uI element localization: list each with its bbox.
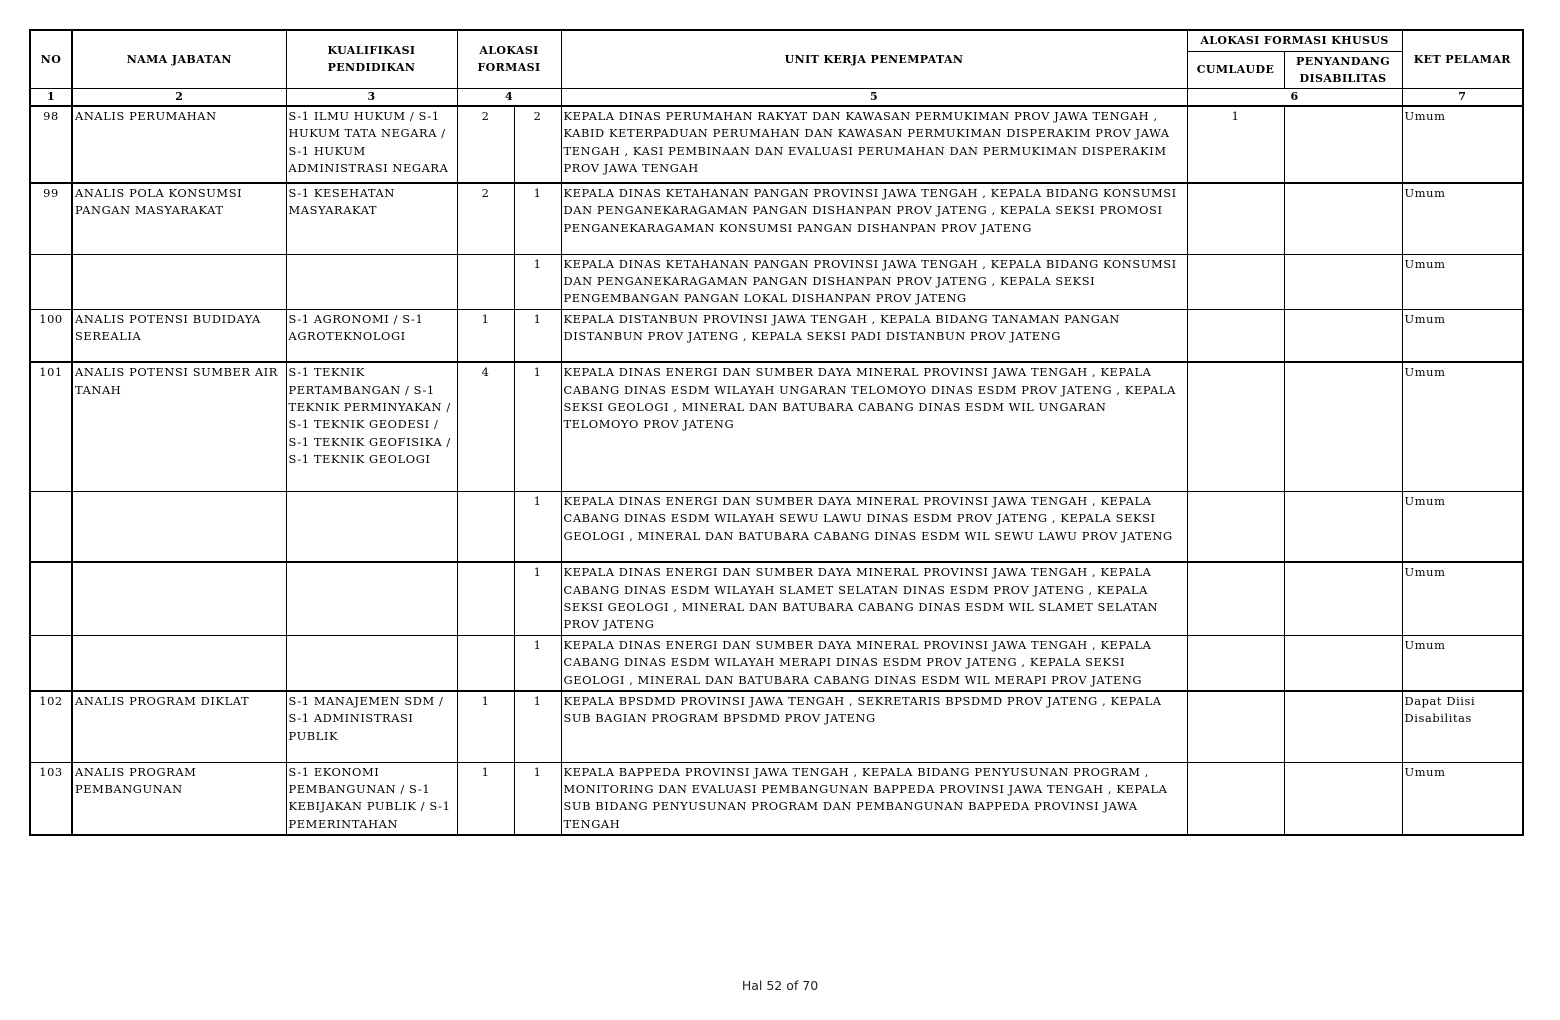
row-cumlaude — [1187, 635, 1284, 691]
row-kualifikasi — [286, 635, 457, 691]
table-row — [30, 309, 1523, 362]
table-row — [30, 762, 1523, 835]
row-disabilitas — [1284, 254, 1402, 309]
header-unit-kerja: UNIT KERJA PENEMPATAN — [561, 30, 1187, 88]
row-kualifikasi: S-1 ILMU HUKUM / S-1 HUKUM TATA NEGARA / S-1 HUKUM ADMINISTRASI NEGARA — [286, 106, 457, 183]
colnum-3: 3 — [286, 88, 457, 106]
row-ket: Umum — [1402, 635, 1523, 691]
colnum-6: 6 — [1187, 88, 1402, 106]
row-total-formasi — [457, 562, 514, 635]
row-alokasi: 1 — [514, 491, 561, 562]
row-kualifikasi: S-1 EKONOMI PEMBANGUNAN / S-1 KEBIJAKAN PUBLIK / S-1 PEMERINTAHAN — [286, 762, 457, 835]
row-disabilitas — [1284, 106, 1402, 183]
header-nama-jabatan: NAMA JABATAN — [72, 30, 286, 88]
row-no: 101 — [30, 362, 72, 491]
row-no: 99 — [30, 183, 72, 254]
row-ket: Umum — [1402, 491, 1523, 562]
row-disabilitas — [1284, 183, 1402, 254]
row-ket: Umum — [1402, 362, 1523, 491]
page-number: Hal 52 of 70 — [741, 978, 819, 993]
row-ket: Umum — [1402, 562, 1523, 635]
row-no — [30, 635, 72, 691]
table-row — [30, 106, 1523, 183]
row-total-formasi: 4 — [457, 362, 514, 491]
row-total-formasi — [457, 635, 514, 691]
row-cumlaude — [1187, 183, 1284, 254]
row-total-formasi: 1 — [457, 691, 514, 762]
row-nama-jabatan — [72, 491, 286, 562]
row-disabilitas — [1284, 362, 1402, 491]
row-cumlaude — [1187, 562, 1284, 635]
row-total-formasi — [457, 254, 514, 309]
row-alokasi: 1 — [514, 362, 561, 491]
row-kualifikasi — [286, 562, 457, 635]
row-alokasi: 1 — [514, 309, 561, 362]
row-no — [30, 254, 72, 309]
row-alokasi: 1 — [514, 762, 561, 835]
row-nama-jabatan: ANALIS POTENSI BUDIDAYA SEREALIA — [72, 309, 286, 362]
table-row — [30, 254, 1523, 309]
row-cumlaude — [1187, 362, 1284, 491]
row-unit-kerja: KEPALA DINAS PERUMAHAN RAKYAT DAN KAWASAN PERMUKIMAN PROV JAWA TENGAH , KABID KETERPADUAN PERUMAHAN DAN KAWASAN PERMUKIMAN DISPERAKIM PROV JAWA TENGAH , KASI PEMBINAAN DAN EVALUASI PERUMAHAN DAN PERMUKIMAN DISPERAKIM PROV JAWA TENGAH — [561, 106, 1187, 183]
row-cumlaude — [1187, 254, 1284, 309]
row-unit-kerja: KEPALA DINAS ENERGI DAN SUMBER DAYA MINERAL PROVINSI JAWA TENGAH , KEPALA CABANG DINAS ESDM WILAYAH SEWU LAWU DINAS ESDM PROV JATENG , KEPALA SEKSI GEOLOGI , MINERAL DAN BATUBARA CABANG DINAS ESDM WIL SEWU LAWU PROV JATENG — [561, 491, 1187, 562]
row-unit-kerja: KEPALA DINAS ENERGI DAN SUMBER DAYA MINERAL PROVINSI JAWA TENGAH , KEPALA CABANG DINAS ESDM WILAYAH SLAMET SELATAN DINAS ESDM PROV JATENG , KEPALA SEKSI GEOLOGI , MINERAL DAN BATUBARA CABANG DINAS ESDM WIL SLAMET SELATAN PROV JATENG — [561, 562, 1187, 635]
row-disabilitas — [1284, 491, 1402, 562]
row-nama-jabatan: ANALIS POLA KONSUMSI PANGAN MASYARAKAT — [72, 183, 286, 254]
row-total-formasi: 2 — [457, 106, 514, 183]
row-alokasi: 1 — [514, 254, 561, 309]
row-total-formasi — [457, 491, 514, 562]
row-ket: Umum — [1402, 309, 1523, 362]
header-alokasi-khusus: ALOKASI FORMASI KHUSUS — [1187, 30, 1402, 51]
table-row — [30, 562, 1523, 635]
header-no: NO — [30, 30, 72, 88]
row-kualifikasi: S-1 TEKNIK PERTAMBANGAN / S-1 TEKNIK PERMINYAKAN / S-1 TEKNIK GEODESI / S-1 TEKNIK GEOFISIKA / S-1 TEKNIK GEOLOGI — [286, 362, 457, 491]
row-ket: Umum — [1402, 762, 1523, 835]
header-cumlaude: CUMLAUDE — [1187, 51, 1284, 88]
row-unit-kerja: KEPALA DISTANBUN PROVINSI JAWA TENGAH , KEPALA BIDANG TANAMAN PANGAN DISTANBUN PROV JATENG , KEPALA SEKSI PADI DISTANBUN PROV JATENG — [561, 309, 1187, 362]
row-alokasi: 2 — [514, 106, 561, 183]
row-cumlaude — [1187, 309, 1284, 362]
row-unit-kerja: KEPALA DINAS ENERGI DAN SUMBER DAYA MINERAL PROVINSI JAWA TENGAH , KEPALA CABANG DINAS ESDM WILAYAH UNGARAN TELOMOYO DINAS ESDM PROV JATENG , KEPALA SEKSI GEOLOGI , MINERAL DAN BATUBARA CABANG DINAS ESDM WIL UNGARAN TELOMOYO PROV JATENG — [561, 362, 1187, 491]
row-total-formasi: 1 — [457, 762, 514, 835]
colnum-1: 1 — [30, 88, 72, 106]
colnum-7: 7 — [1402, 88, 1523, 106]
row-unit-kerja: KEPALA BPSDMD PROVINSI JAWA TENGAH , SEKRETARIS BPSDMD PROV JATENG , KEPALA SUB BAGIAN PROGRAM BPSDMD PROV JATENG — [561, 691, 1187, 762]
header-penyandang: PENYANDANG DISABILITAS — [1284, 51, 1402, 88]
row-no — [30, 562, 72, 635]
row-alokasi: 1 — [514, 183, 561, 254]
row-nama-jabatan: ANALIS PROGRAM DIKLAT — [72, 691, 286, 762]
row-ket: Umum — [1402, 254, 1523, 309]
row-alokasi: 1 — [514, 635, 561, 691]
row-cumlaude — [1187, 762, 1284, 835]
row-no: 103 — [30, 762, 72, 835]
table-row — [30, 183, 1523, 254]
row-nama-jabatan: ANALIS PERUMAHAN — [72, 106, 286, 183]
row-ket: Dapat Diisi Disabilitas — [1402, 691, 1523, 762]
row-ket: Umum — [1402, 183, 1523, 254]
formasi-table — [29, 29, 1524, 836]
row-disabilitas — [1284, 309, 1402, 362]
row-nama-jabatan: ANALIS POTENSI SUMBER AIR TANAH — [72, 362, 286, 491]
header-ket-pelamar: KET PELAMAR — [1402, 30, 1523, 88]
colnum-5: 5 — [561, 88, 1187, 106]
row-kualifikasi — [286, 491, 457, 562]
row-no: 102 — [30, 691, 72, 762]
table-row — [30, 691, 1523, 762]
row-nama-jabatan — [72, 254, 286, 309]
row-nama-jabatan — [72, 562, 286, 635]
row-disabilitas — [1284, 562, 1402, 635]
row-kualifikasi: S-1 AGRONOMI / S-1 AGROTEKNOLOGI — [286, 309, 457, 362]
row-total-formasi: 2 — [457, 183, 514, 254]
row-alokasi: 1 — [514, 562, 561, 635]
row-disabilitas — [1284, 691, 1402, 762]
row-alokasi: 1 — [514, 691, 561, 762]
row-disabilitas — [1284, 635, 1402, 691]
row-unit-kerja: KEPALA DINAS ENERGI DAN SUMBER DAYA MINERAL PROVINSI JAWA TENGAH , KEPALA CABANG DINAS ESDM WILAYAH MERAPI DINAS ESDM PROV JATENG , KEPALA SEKSI GEOLOGI , MINERAL DAN BATUBARA CABANG DINAS ESDM WIL MERAPI PROV JATENG — [561, 635, 1187, 691]
row-kualifikasi: S-1 KESEHATAN MASYARAKAT — [286, 183, 457, 254]
row-disabilitas — [1284, 762, 1402, 835]
row-kualifikasi: S-1 MANAJEMEN SDM / S-1 ADMINISTRASI PUBLIK — [286, 691, 457, 762]
row-total-formasi: 1 — [457, 309, 514, 362]
row-unit-kerja: KEPALA DINAS KETAHANAN PANGAN PROVINSI JAWA TENGAH , KEPALA BIDANG KONSUMSI DAN PENGANEKARAGAMAN PANGAN DISHANPAN PROV JATENG , KEPALA SEKSI PROMOSI PENGANEKARAGAMAN KONSUMSI PANGAN DISHANPAN PROV JATENG — [561, 183, 1187, 254]
table-row — [30, 635, 1523, 691]
row-cumlaude: 1 — [1187, 106, 1284, 183]
row-nama-jabatan: ANALIS PROGRAM PEMBANGUNAN — [72, 762, 286, 835]
table-row — [30, 362, 1523, 491]
table-row — [30, 491, 1523, 562]
header-kualifikasi: KUALIFIKASI PENDIDIKAN — [286, 30, 457, 88]
row-unit-kerja: KEPALA DINAS KETAHANAN PANGAN PROVINSI JAWA TENGAH , KEPALA BIDANG KONSUMSI DAN PENGANEKARAGAMAN PANGAN DISHANPAN PROV JATENG , KEPALA SEKSI PENGEMBANGAN PANGAN LOKAL DISHANPAN PROV JATENG — [561, 254, 1187, 309]
row-no: 98 — [30, 106, 72, 183]
row-cumlaude — [1187, 491, 1284, 562]
row-ket: Umum — [1402, 106, 1523, 183]
row-unit-kerja: KEPALA BAPPEDA PROVINSI JAWA TENGAH , KEPALA BIDANG PENYUSUNAN PROGRAM , MONITORING DAN EVALUASI PEMBANGUNAN BAPPEDA PROVINSI JAWA TENGAH , KEPALA SUB BIDANG PENYUSUNAN PROGRAM DAN PEMBANGUNAN BAPPEDA PROVINSI JAWA TENGAH — [561, 762, 1187, 835]
header-alokasi-formasi: ALOKASI FORMASI — [457, 30, 561, 88]
row-kualifikasi — [286, 254, 457, 309]
row-cumlaude — [1187, 691, 1284, 762]
row-no — [30, 491, 72, 562]
row-nama-jabatan — [72, 635, 286, 691]
colnum-2: 2 — [72, 88, 286, 106]
colnum-4: 4 — [457, 88, 561, 106]
row-no: 100 — [30, 309, 72, 362]
